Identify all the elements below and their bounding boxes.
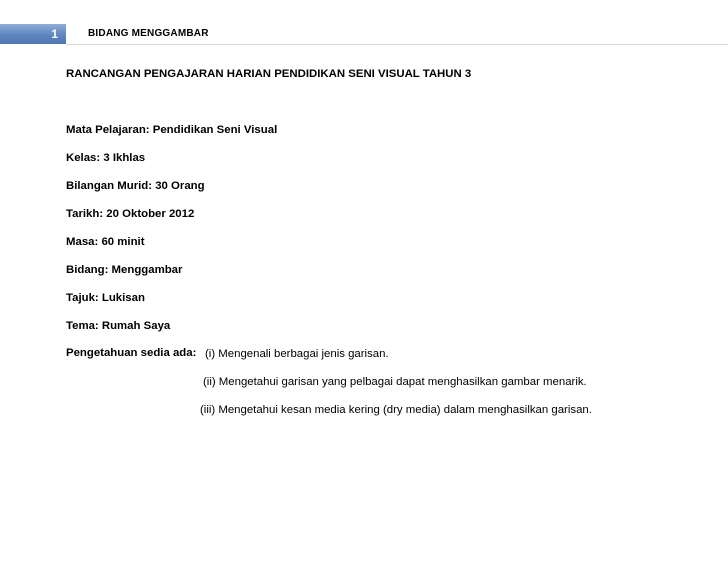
prior-knowledge-item: (iii) Mengetahui kesan media kering (dry media) dalam menghasilkan garisan.	[200, 404, 592, 416]
document-title: RANCANGAN PENGAJARAN HARIAN PENDIDIKAN SENI VISUAL TAHUN 3	[66, 68, 472, 80]
page-number-box	[0, 24, 66, 44]
prior-knowledge-item: (i) Mengenali berbagai jenis garisan.	[205, 348, 389, 360]
theme-field: Tema: Rumah Saya	[66, 320, 171, 332]
area-field: Bidang: Menggambar	[66, 264, 183, 276]
header-divider	[66, 44, 728, 45]
page-number: 1	[51, 27, 58, 41]
subject-field: Mata Pelajaran: Pendidikan Seni Visual	[66, 124, 278, 136]
class-field: Kelas: 3 Ikhlas	[66, 152, 146, 164]
header-title: BIDANG MENGGAMBAR	[88, 28, 209, 39]
date-field: Tarikh: 20 Oktober 2012	[66, 208, 195, 220]
prior-knowledge-label: Pengetahuan sedia ada:	[66, 347, 197, 359]
prior-knowledge-item: (ii) Mengetahui garisan yang pelbagai dapat menghasilkan gambar menarik.	[203, 376, 587, 388]
duration-field: Masa: 60 minit	[66, 236, 145, 248]
page-header	[0, 0, 728, 46]
student-count-field: Bilangan Murid: 30 Orang	[66, 180, 205, 192]
topic-field: Tajuk: Lukisan	[66, 292, 145, 304]
